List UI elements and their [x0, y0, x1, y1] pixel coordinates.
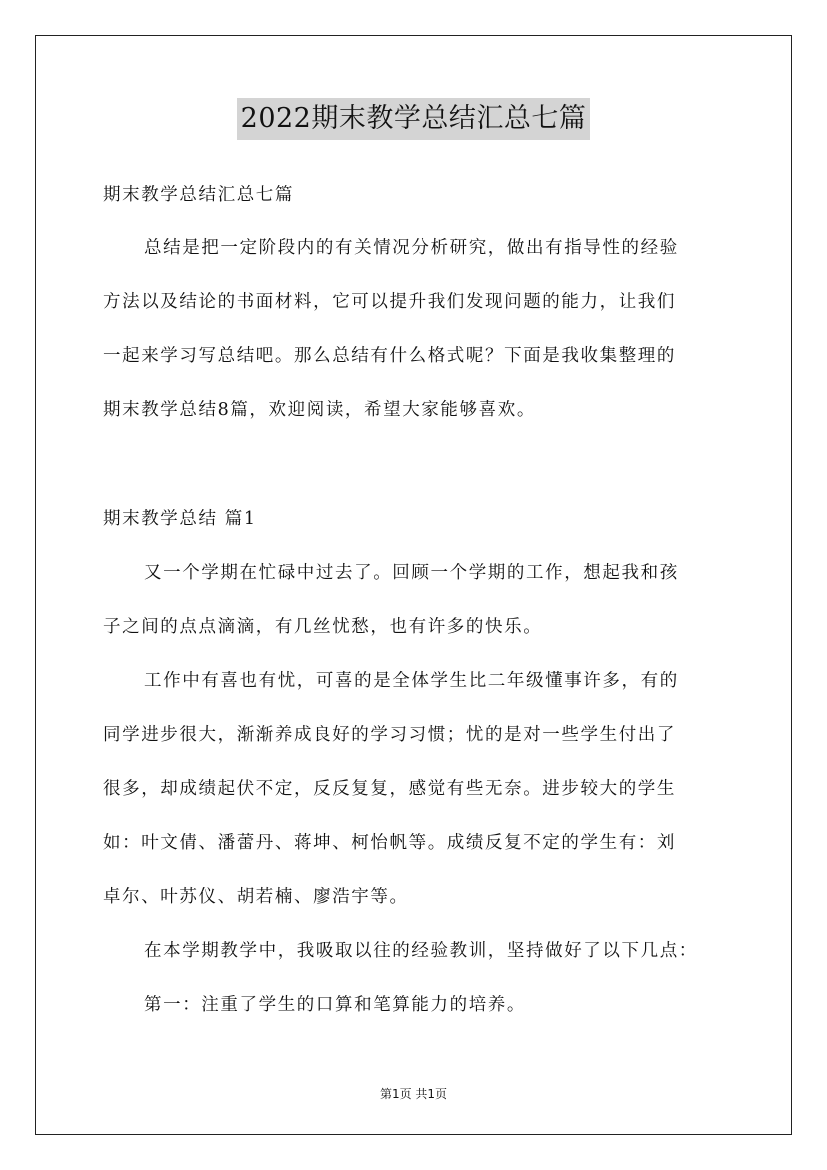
paragraph2-line-4: 如：叶文倩、潘蕾丹、蒋坤、柯怡帆等。成绩反复不定的学生有：刘: [103, 833, 676, 853]
paragraph2-line-1: 工作中有喜也有忧，可喜的是全体学生比二年级懂事许多，有的: [144, 671, 679, 691]
section-heading: 期末教学总结 篇1: [103, 509, 257, 529]
intro-line-2: 方法以及结论的书面材料，它可以提升我们发现问题的能力，让我们: [103, 292, 676, 312]
intro-line-4: 期末教学总结8篇，欢迎阅读，希望大家能够喜欢。: [103, 400, 536, 420]
paragraph2-line-3: 很多，却成绩起伏不定，反反复复，感觉有些无奈。进步较大的学生: [103, 779, 676, 799]
intro-line-3: 一起来学习写总结吧。那么总结有什么格式呢？下面是我收集整理的: [103, 346, 676, 366]
paragraph1-line-2: 子之间的点点滴滴，有几丝忧愁，也有许多的快乐。: [103, 617, 543, 637]
paragraph2-line-2: 同学进步很大，渐渐养成良好的学习习惯；忧的是对一些学生付出了: [103, 725, 676, 745]
document-subtitle: 期末教学总结汇总七篇: [103, 185, 294, 205]
document-title: 2022期末教学总结汇总七篇: [237, 98, 591, 140]
intro-line-1: 总结是把一定阶段内的有关情况分析研究，做出有指导性的经验: [144, 238, 679, 258]
paragraph2-line-5: 卓尔、叶苏仪、胡若楠、廖浩宇等。: [103, 887, 409, 907]
paragraph4: 第一：注重了学生的口算和笔算能力的培养。: [144, 995, 526, 1015]
paragraph1-line-1: 又一个学期在忙碌中过去了。回顾一个学期的工作，想起我和孩: [144, 563, 679, 583]
page-footer: 第1页 共1页: [379, 1087, 448, 1101]
paragraph3: 在本学期教学中，我吸取以往的经验教训，坚持做好了以下几点：: [144, 941, 698, 961]
title-container: [0, 98, 827, 140]
